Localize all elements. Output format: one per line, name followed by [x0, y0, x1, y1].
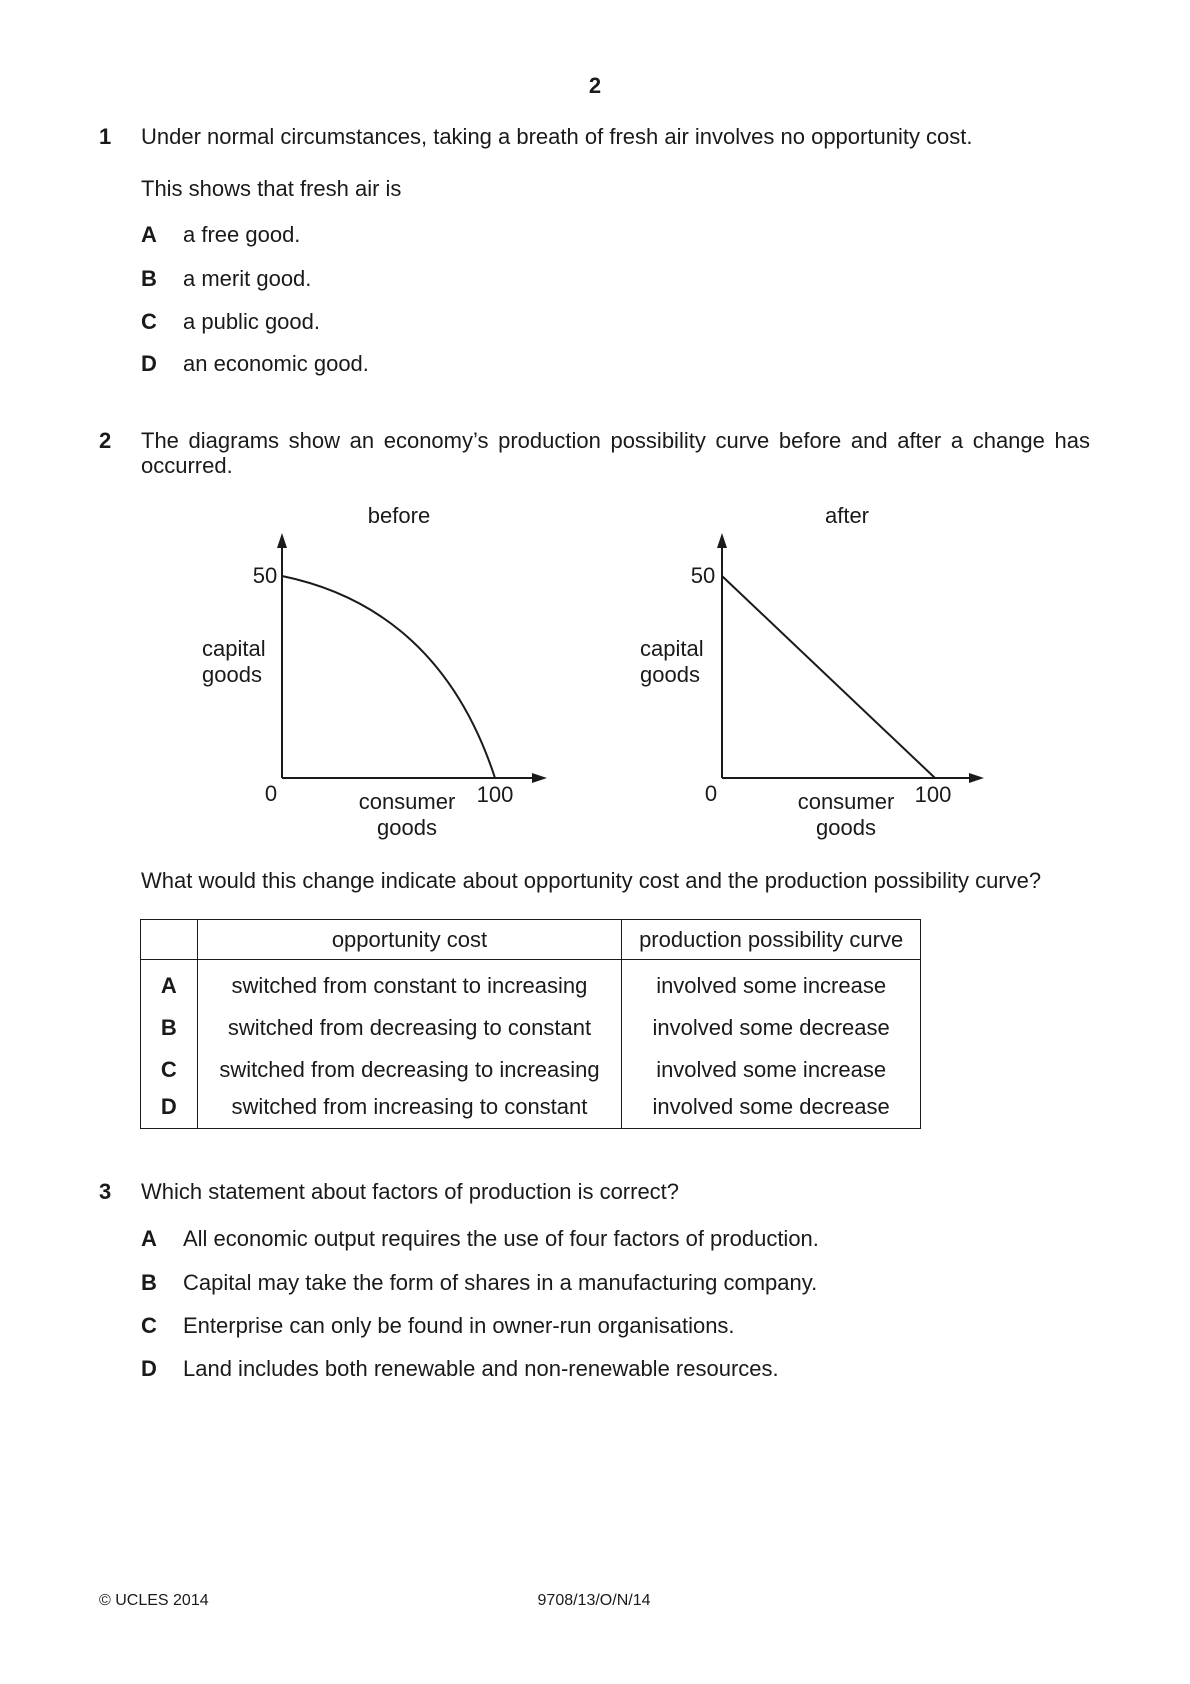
row-opportunity-cost: switched from decreasing to constant [197, 1007, 622, 1049]
x-axis-label: consumer goods [358, 789, 456, 840]
y-max-label: 50 [690, 563, 716, 588]
question-3-option-b [141, 1270, 817, 1296]
row-opportunity-cost: switched from decreasing to increasing [197, 1049, 622, 1091]
option-text: a public good. [183, 309, 320, 334]
option-letter: A [141, 1226, 157, 1251]
option-letter: D [141, 351, 157, 376]
x-axis-arrow [532, 773, 547, 783]
y-max-label: 50 [252, 563, 278, 588]
row-ppc: involved some increase [622, 960, 921, 1007]
table-header-empty [141, 920, 198, 960]
y-axis-label: capital goods [640, 636, 704, 687]
ppc-axes-before [270, 525, 560, 790]
question-1-option-a [141, 222, 300, 248]
row-letter: C [141, 1049, 198, 1091]
x-max-label: 100 [476, 782, 514, 807]
question-3-option-c [141, 1313, 735, 1339]
question-1-option-d [141, 351, 369, 377]
row-ppc: involved some decrease [622, 1007, 921, 1049]
row-ppc: involved some decrease [622, 1091, 921, 1129]
row-ppc: involved some increase [622, 1049, 921, 1091]
option-text: a merit good. [183, 266, 312, 291]
x-axis-label: consumer goods [797, 789, 895, 840]
y-axis-arrow [277, 533, 287, 548]
option-text: Enterprise can only be found in owner-run organisations. [183, 1313, 735, 1338]
question-1-option-c [141, 309, 320, 335]
row-letter: B [141, 1007, 198, 1049]
ppc-axes-after [710, 525, 1000, 790]
question-1-lead: This shows that fresh air is [141, 176, 402, 201]
table-row [141, 960, 921, 1007]
table-row [141, 1091, 921, 1129]
origin-label: 0 [704, 781, 718, 806]
option-letter: A [141, 222, 157, 247]
diagram-title: before [367, 503, 431, 528]
ppc-line [722, 576, 935, 778]
option-letter: B [141, 266, 157, 291]
table-header-opportunity-cost: opportunity cost [197, 920, 622, 960]
option-letter: C [141, 309, 157, 334]
option-letter: B [141, 1270, 157, 1295]
table-row [141, 1049, 921, 1091]
row-letter: D [141, 1091, 198, 1129]
question-1-stem: Under normal circumstances, taking a breath of fresh air involves no opportunity cost. [141, 124, 973, 149]
table-row [141, 1007, 921, 1049]
table-header-row [141, 920, 921, 960]
x-axis-arrow [969, 773, 984, 783]
table-header-ppc: production possibility curve [622, 920, 921, 960]
footer-paper-code: 9708/13/O/N/14 [537, 1592, 651, 1609]
option-text: a free good. [183, 222, 301, 247]
page-number: 2 [588, 73, 602, 98]
y-axis-arrow [717, 533, 727, 548]
option-letter: C [141, 1313, 157, 1338]
question-3-stem: Which statement about factors of production is correct? [141, 1179, 680, 1204]
question-2-number: 2 [99, 428, 112, 453]
answer-table [140, 919, 921, 1129]
option-letter: D [141, 1356, 157, 1381]
option-text: Capital may take the form of shares in a manufacturing company. [183, 1270, 818, 1295]
question-1-option-b [141, 266, 311, 292]
question-3-number: 3 [99, 1179, 112, 1204]
option-text: Land includes both renewable and non-renewable resources. [183, 1356, 779, 1381]
footer-copyright: © UCLES 2014 [99, 1592, 209, 1609]
row-opportunity-cost: switched from increasing to constant [197, 1091, 622, 1129]
y-axis-label: capital goods [202, 636, 266, 687]
question-1-number: 1 [99, 124, 112, 149]
ppc-curve [282, 576, 495, 778]
diagram-title: after [824, 503, 870, 528]
row-opportunity-cost: switched from constant to increasing [197, 960, 622, 1007]
question-2-stem: The diagrams show an economy’s production possibility curve before and after a change has occurred. [141, 428, 1090, 478]
question-2-prompt: What would this change indicate about opportunity cost and the production possibility curve? [141, 868, 1042, 893]
question-3-option-d [141, 1356, 779, 1382]
origin-label: 0 [264, 781, 278, 806]
option-text: an economic good. [183, 351, 369, 376]
option-text: All economic output requires the use of four factors of production. [183, 1226, 819, 1251]
x-max-label: 100 [914, 782, 952, 807]
row-letter: A [141, 960, 198, 1007]
question-3-option-a [141, 1226, 819, 1252]
